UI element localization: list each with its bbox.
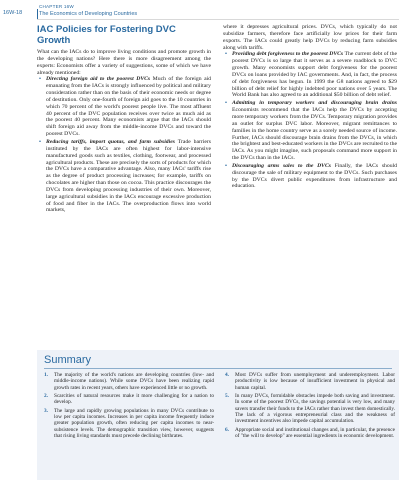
summary-item-number: 4.	[225, 372, 229, 378]
summary-item	[225, 427, 395, 440]
bullet-item	[223, 51, 397, 99]
bullet-item	[223, 163, 397, 190]
bullet-heading: Admitting in temporary workers and discouraging brain drains	[232, 100, 397, 107]
summary-item	[44, 408, 214, 440]
summary-item-text: The majority of the world's nations are developing countries (low- and middle-income nations). While some DVCs have been realizing rapid growth rates in recent years, others have experienced little or no growth.	[54, 372, 214, 391]
summary-item-text: The large and rapidly growing populations in many DVCs contribute to low per capita incomes. Increases in per capita income frequently induce greater population growth, often reducing per capita incomes to near-subsistence levels. The demographic transition view, however, suggests that rising living standards must precede declining birthrates.	[54, 407, 214, 440]
bullet-icon: •	[225, 100, 227, 107]
header-rule	[37, 9, 38, 19]
bullet-text: Finally, the IACs should discourage the sale of military equipment to the DVCs. Such purchases by the DVCs divert public expenditures from infrastructure and education.	[232, 162, 397, 190]
summary-item-text: Most DVCs suffer from unemployment and underemployment. Labor productivity is low because of insufficient investment in physical and human capital.	[235, 372, 395, 391]
summary-item	[225, 393, 395, 425]
bullet-heading: Directing foreign aid to the poorest DVCs	[46, 76, 151, 83]
summary-rule	[44, 368, 392, 369]
bullet-heading: Providing debt forgiveness to the poorest DVCs	[232, 51, 344, 58]
page-margin	[0, 0, 29, 480]
bullet-item	[37, 139, 211, 214]
summary-item-text: Scarcities of natural resources make it more challenging for a nation to develop.	[54, 393, 214, 406]
summary-item-number: 5.	[225, 393, 229, 400]
chapter-title: The Economics of Developing Countries	[39, 11, 138, 17]
summary-right-column	[225, 372, 395, 441]
continued-paragraph: where it depresses agricultural prices. DVCs, which typically do not subsidize farmers, therefore face artificially low prices for their farm exports. The IACs could greatly help DVCs by reducing farm subsidies along with tariffs.	[223, 24, 397, 51]
bullet-icon: •	[39, 76, 41, 83]
summary-item	[44, 393, 214, 406]
bullet-heading: Discouraging arms sales to the DVCs	[232, 162, 331, 169]
section-intro: What can the IACs do to improve living conditions and promote growth in the developing nations? Here there is more disagreement among the experts: Economists offer a variety of suggestions, some of which we have already mentioned:	[37, 49, 211, 76]
summary-item	[44, 372, 214, 391]
bullet-item	[37, 76, 211, 138]
bullet-item	[223, 100, 397, 162]
page-number: 16W-18	[3, 10, 23, 16]
right-column	[223, 24, 397, 191]
chapter-label: CHAPTER 16W	[39, 4, 74, 9]
bullet-text: Much of the foreign aid emanating from the IACs is strongly influenced by political and military consideration rather than on the basis of their economic needs or degree of destitution. Only one-fourth of foreign aid goes to the 10 countries in which 70 percent of the world's poorest people live. The most affluent 40 percent of the DVC population receives over twice as much aid as the poorest 40 percent. Many economists argue that the IACs should shift foreign aid away from the middle-income DVCs and toward the poorest DVCs.	[46, 76, 212, 138]
bullet-text: The current debt of the poorest DVCs is so large that it serves as a severe roadblock to DVC growth. Many economists support debt forgiveness for the poorest DVCs on loans provided by IAC governments. And, in fact, the process of debt forgiveness has begun. In 1999 the G8 nations agreed to $29 billion of debt relief for highly indebted poor nations over 5 years. The World Bank has also agreed to an additional $50 billion of debt relief.	[232, 51, 397, 99]
summary-item-number: 3.	[44, 407, 48, 414]
bullet-text: Economists recommend that the IACs help the DVCs by accepting more temporary workers from the DVCs. Temporary migration provides an outlet for surplus DVC labor. Moreover, migrant remittances to families in the home country serve as a sorely needed source of income. Further, IACs should discourage brain drains from the DVCs, in which the brightest and best-educated workers in the DVCs are recruited to the IACs. As you might imagine, such proposals command more support in the DVCs than in the IACs.	[232, 107, 397, 162]
summary-item-number: 2.	[44, 393, 48, 400]
header-divider	[37, 19, 399, 20]
bullet-text: Trade barriers instituted by the IACs are often highest for labor-intensive manufactured goods such as textiles, clothing, footwear, and processed agricultural products. These are precisely the sorts of products for which the DVCs have a comparative advantage. Also, many IACs' tariffs rise as the degree of product processing increases; for example, tariffs on chocolates are higher than those on cocoa. This practice discourages the DVCs from developing processing industries of their own. Moreover, large agricultural subsidies in the IACs encourage excessive production of food and fiber in the IACs. The overproduction flows into world markets,	[46, 138, 212, 214]
summary-item	[225, 372, 395, 391]
left-column	[37, 24, 211, 215]
bullet-icon: •	[39, 138, 41, 145]
summary-item-text: In many DVCs, formidable obstacles impede both saving and investment. In some of the poorest DVCs, the savings potential is very low, and many savers transfer their funds to the IACs rather than invest them domestically. The lack of a vigorous entrepreneurial class and the weakness of investment incentives also impede capital accumulation.	[235, 393, 395, 425]
summary-title: Summary	[44, 354, 92, 366]
bullet-icon: •	[225, 162, 227, 169]
bullet-heading: Reducing tariffs, import quotas, and farm subsidies	[46, 138, 175, 145]
summary-item-number: 6.	[225, 426, 229, 433]
section-title: IAC Policies for Fostering DVC Growth	[37, 24, 176, 46]
bullet-icon: •	[225, 51, 227, 58]
summary-item-number: 1.	[44, 372, 48, 378]
summary-item-text: Appropriate social and institutional changes and, in particular, the presence of "the will to develop" are essential ingredients in economic development.	[235, 426, 395, 440]
summary-left-column	[44, 372, 214, 441]
